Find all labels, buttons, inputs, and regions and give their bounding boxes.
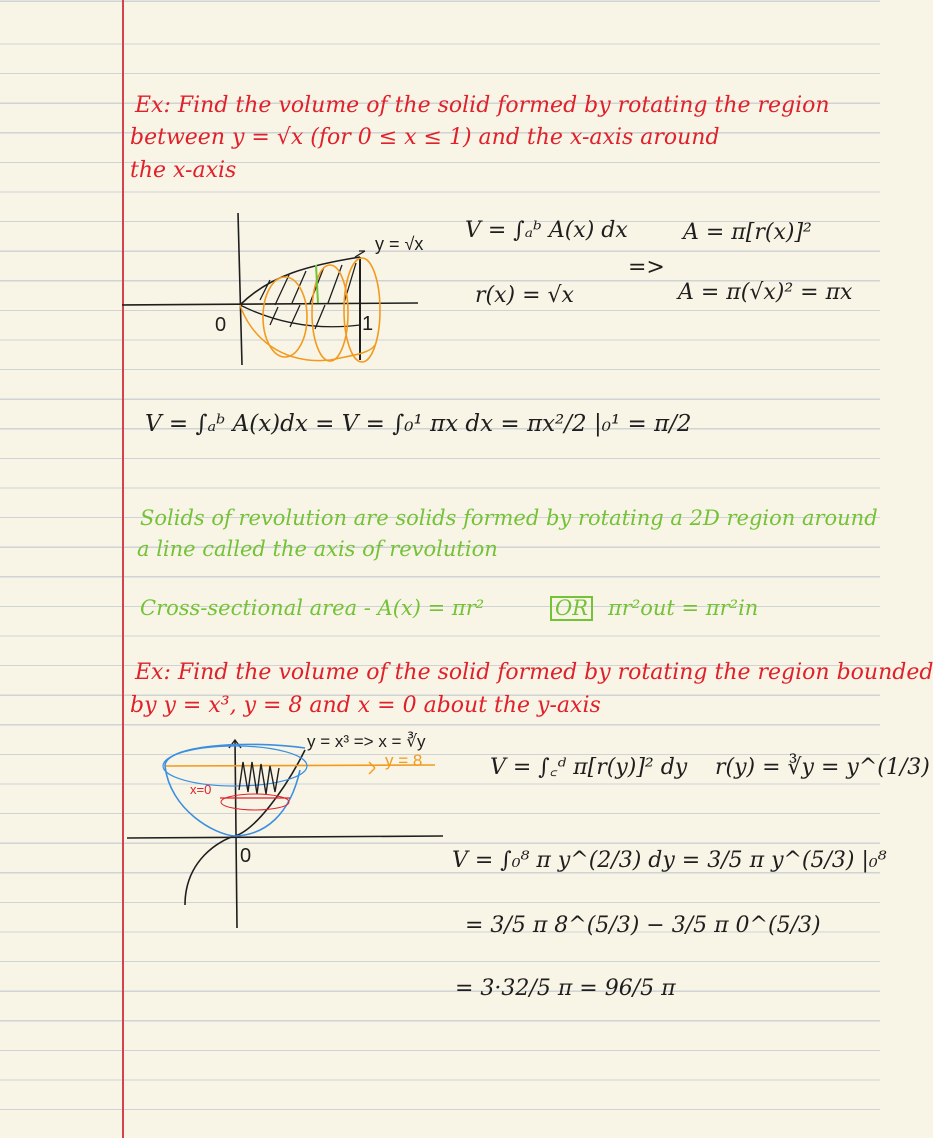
ex1-area-substituted: A = π(√x)² = πx: [678, 280, 853, 305]
graph2-line-label: y = 8: [385, 751, 423, 770]
graph1-sketch: [120, 205, 420, 370]
definition-line1: Solids of revolution are solids formed by rotating a 2D region around: [140, 506, 878, 530]
margin-line: [122, 0, 124, 1138]
graph2-curve-label: y = x³ => x = ∛y: [307, 732, 426, 751]
ex1-implies-arrow: =>: [628, 255, 665, 280]
graph1-origin-label: 0: [215, 314, 227, 336]
definition-line2: a line called the axis of revolution: [137, 537, 498, 561]
or-box: OR: [550, 596, 593, 621]
cross-section-formula: Cross-sectional area - A(x) = πr²: [140, 596, 485, 620]
ex2-volume-formula: V = ∫꜀ᵈ π[r(y)]² dy: [490, 755, 688, 780]
ex2-step1: V = ∫₀⁸ π y^(2/3) dy = 3/5 π y^(5/3) |₀⁸: [452, 848, 887, 873]
ex1-area-formula: A = π[r(x)]²: [683, 220, 812, 245]
example2-line1: Ex: Find the volume of the solid formed by rotating the region bounded: [135, 660, 933, 685]
example1-line1: Ex: Find the volume of the solid formed by rotating the region: [135, 93, 830, 118]
ex1-radius-formula: r(x) = √x: [475, 283, 574, 308]
example1-line2: between y = √x (for 0 ≤ x ≤ 1) and the x-axis around: [130, 125, 720, 150]
ex2-radius-formula: r(y) = ∛y = y^(1/3): [715, 755, 930, 780]
graph1-one-label: 1: [362, 313, 374, 335]
ex1-solution: V = ∫ₐᵇ A(x)dx = V = ∫₀¹ πx dx = πx²/2 |₀¹ = π/2: [145, 411, 692, 437]
example2-line2: by y = x³, y = 8 and x = 0 about the y-axis: [130, 693, 601, 718]
graph2-origin-label: 0: [240, 845, 252, 867]
ex2-step2: = 3/5 π 8^(5/3) − 3/5 π 0^(5/3): [465, 913, 821, 938]
cross-section-alt: πr²out = πr²in: [608, 596, 759, 620]
graph1-curve-label: y = √x: [375, 234, 424, 254]
example1-line3: the x-axis: [130, 158, 237, 183]
ex2-step3: = 3·32/5 π = 96/5 π: [455, 976, 676, 1001]
graph2-x0-label: x=0: [190, 782, 212, 797]
ex1-volume-formula: V = ∫ₐᵇ A(x) dx: [465, 218, 628, 243]
